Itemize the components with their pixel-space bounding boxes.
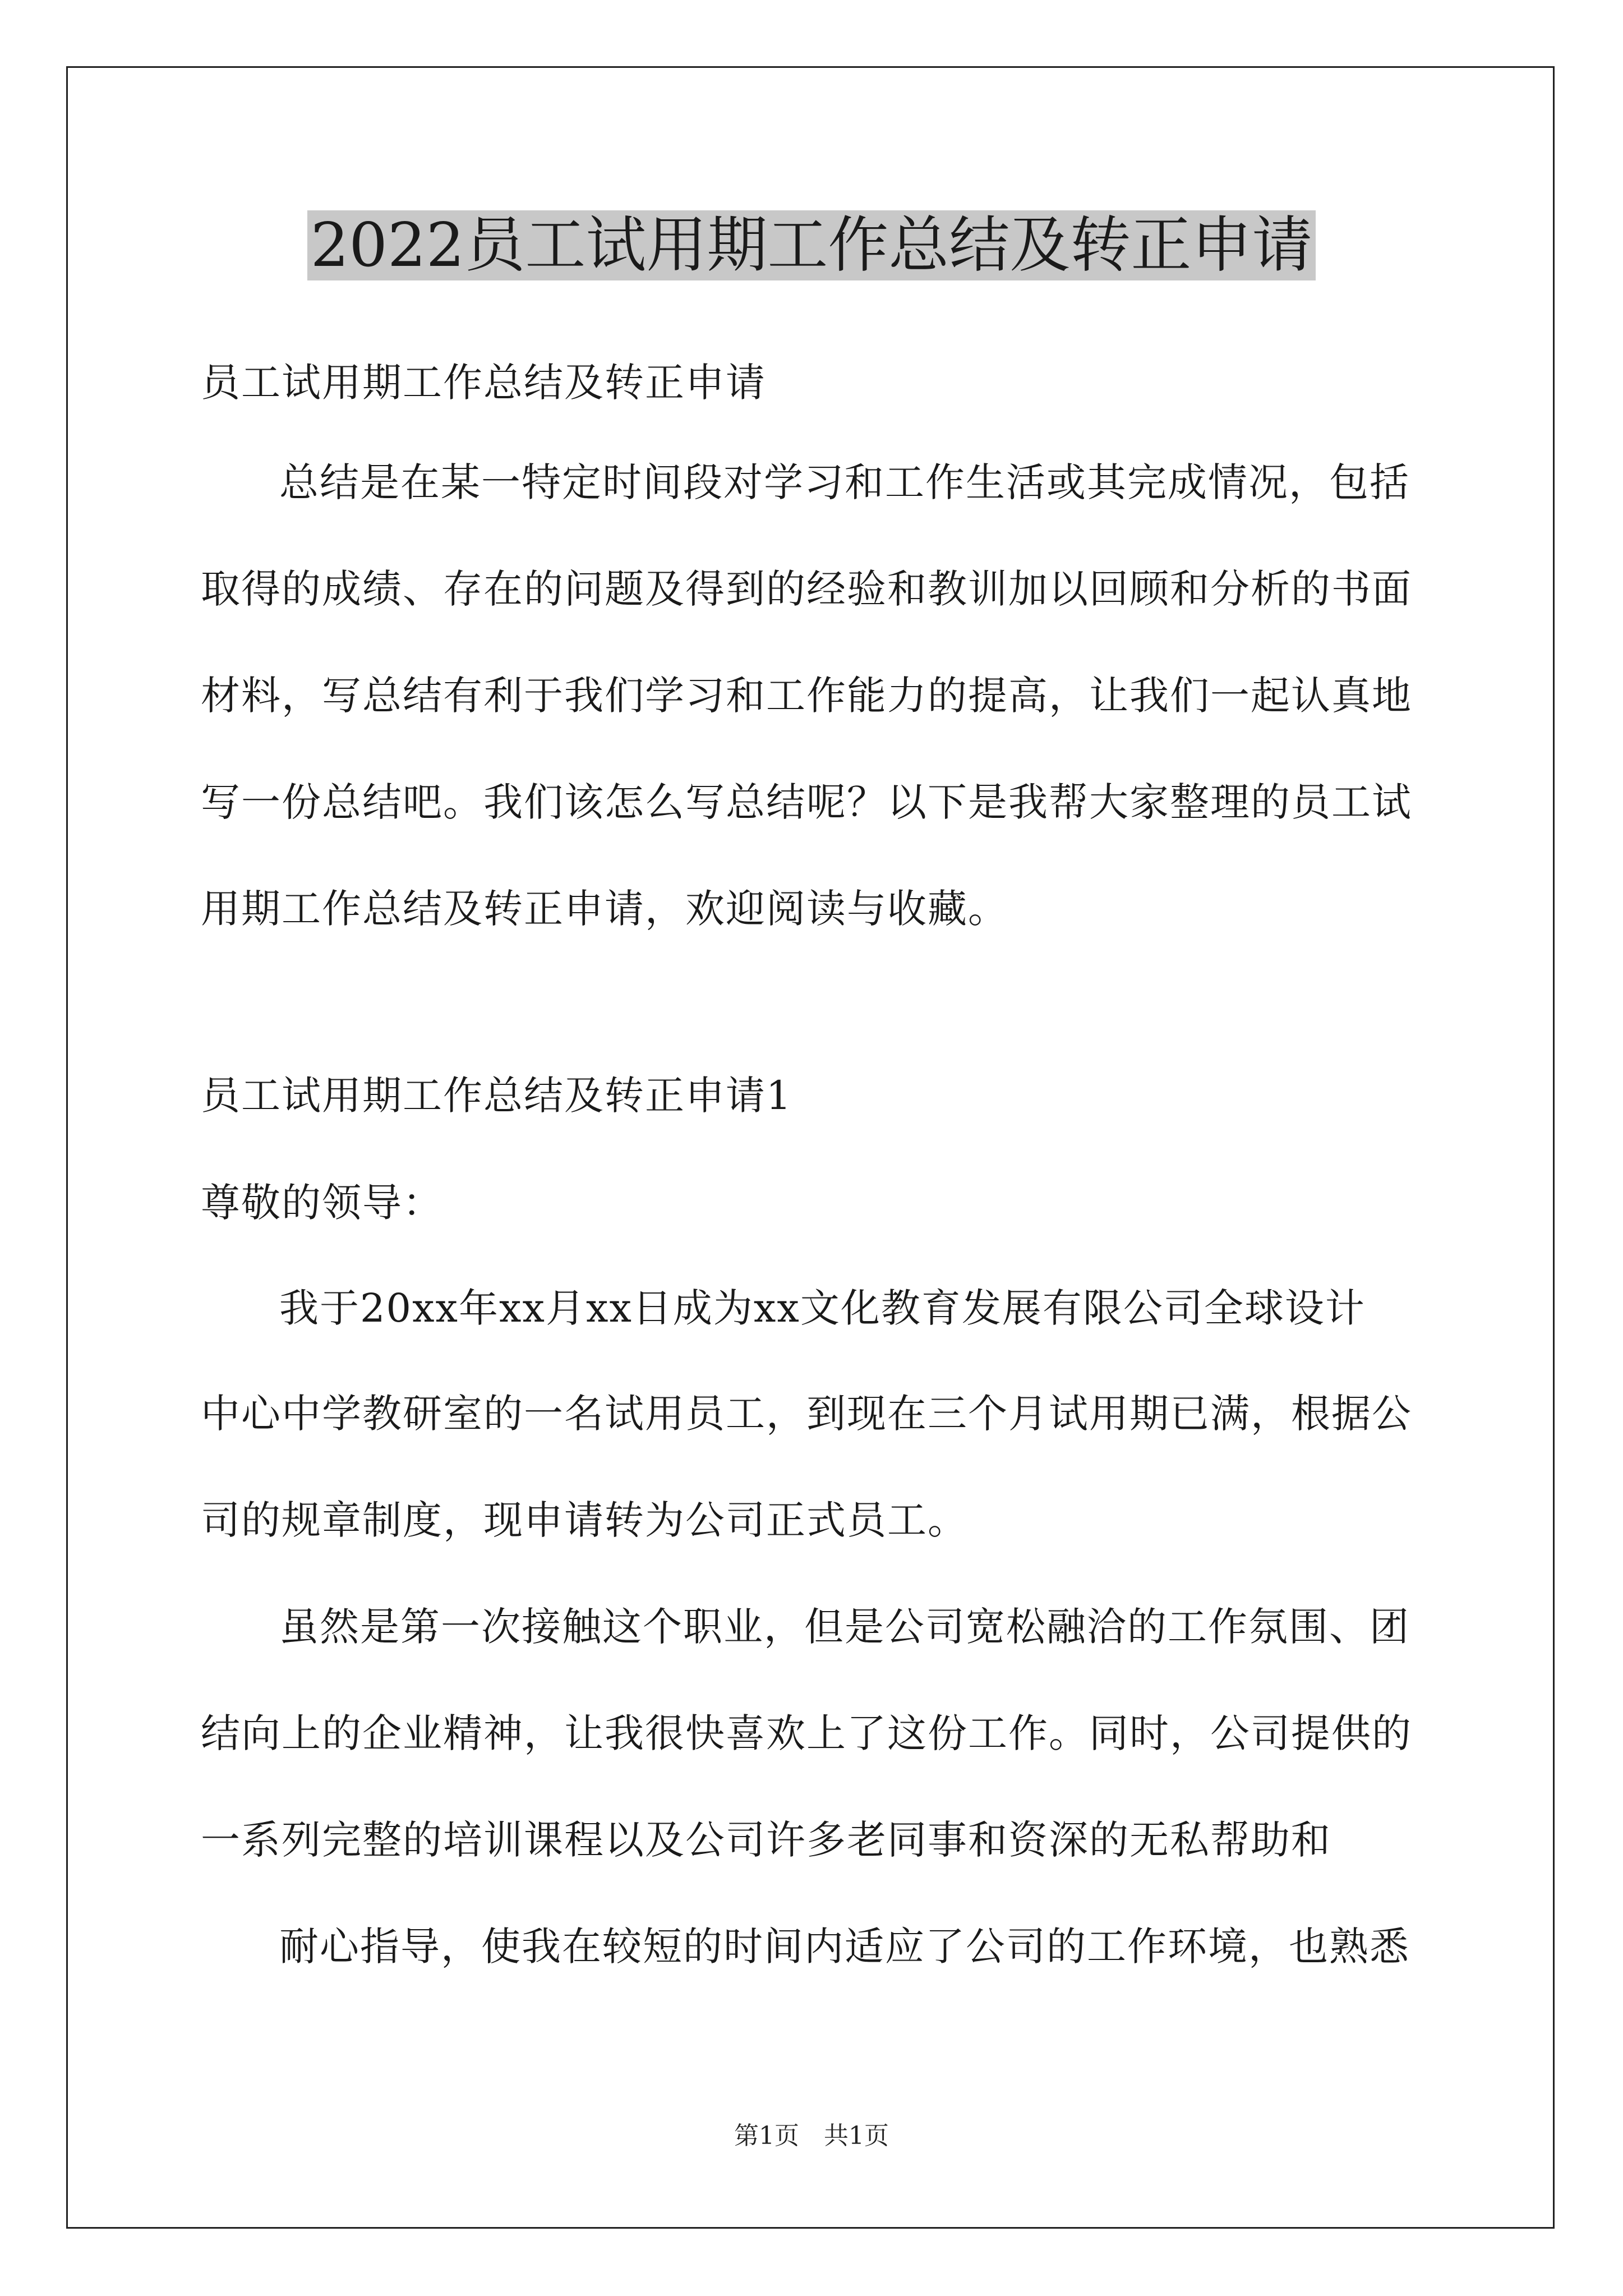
paragraph-line: 一系列完整的培训课程以及公司许多老同事和资深的无私帮助和	[201, 1817, 1331, 1863]
section-heading: 员工试用期工作总结及转正申请1	[201, 1073, 792, 1119]
paragraph-line: 材料，写总结有利于我们学习和工作能力的提高，让我们一起认真地	[201, 673, 1412, 719]
salutation: 尊敬的领导：	[201, 1180, 443, 1226]
paragraph-line: 取得的成绩、存在的问题及得到的经验和教训加以回顾和分析的书面	[201, 566, 1412, 612]
paragraph-line: 用期工作总结及转正申请，欢迎阅读与收藏。	[201, 886, 1008, 932]
paragraph-line: 写一份总结吧。我们该怎么写总结呢？以下是我帮大家整理的员工试	[201, 779, 1412, 825]
paragraph-line: 司的规章制度，现申请转为公司正式员工。	[201, 1497, 968, 1543]
paragraph-line: 耐心指导，使我在较短的时间内适应了公司的工作环境，也熟悉	[279, 1924, 1410, 1970]
subtitle-line: 员工试用期工作总结及转正申请	[201, 360, 766, 406]
paragraph-line: 结向上的企业精神，让我很快喜欢上了这份工作。同时，公司提供的	[201, 1710, 1412, 1756]
page-footer: 第1页 共1页	[734, 2122, 889, 2150]
paragraph-line: 总结是在某一特定时间段对学习和工作生活或其完成情况，包括	[279, 459, 1410, 505]
document-title	[0, 206, 1623, 285]
paragraph-line: 虽然是第一次接触这个职业，但是公司宽松融洽的工作氛围、团	[279, 1604, 1410, 1650]
paragraph-line: 我于20xx年xx月xx日成为xx文化教育发展有限公司全球设计	[279, 1285, 1366, 1331]
paragraph-line: 中心中学教研室的一名试用员工，到现在三个月试用期已满，根据公	[201, 1391, 1412, 1437]
document-title-text: 2022员工试用期工作总结及转正申请	[307, 210, 1316, 280]
